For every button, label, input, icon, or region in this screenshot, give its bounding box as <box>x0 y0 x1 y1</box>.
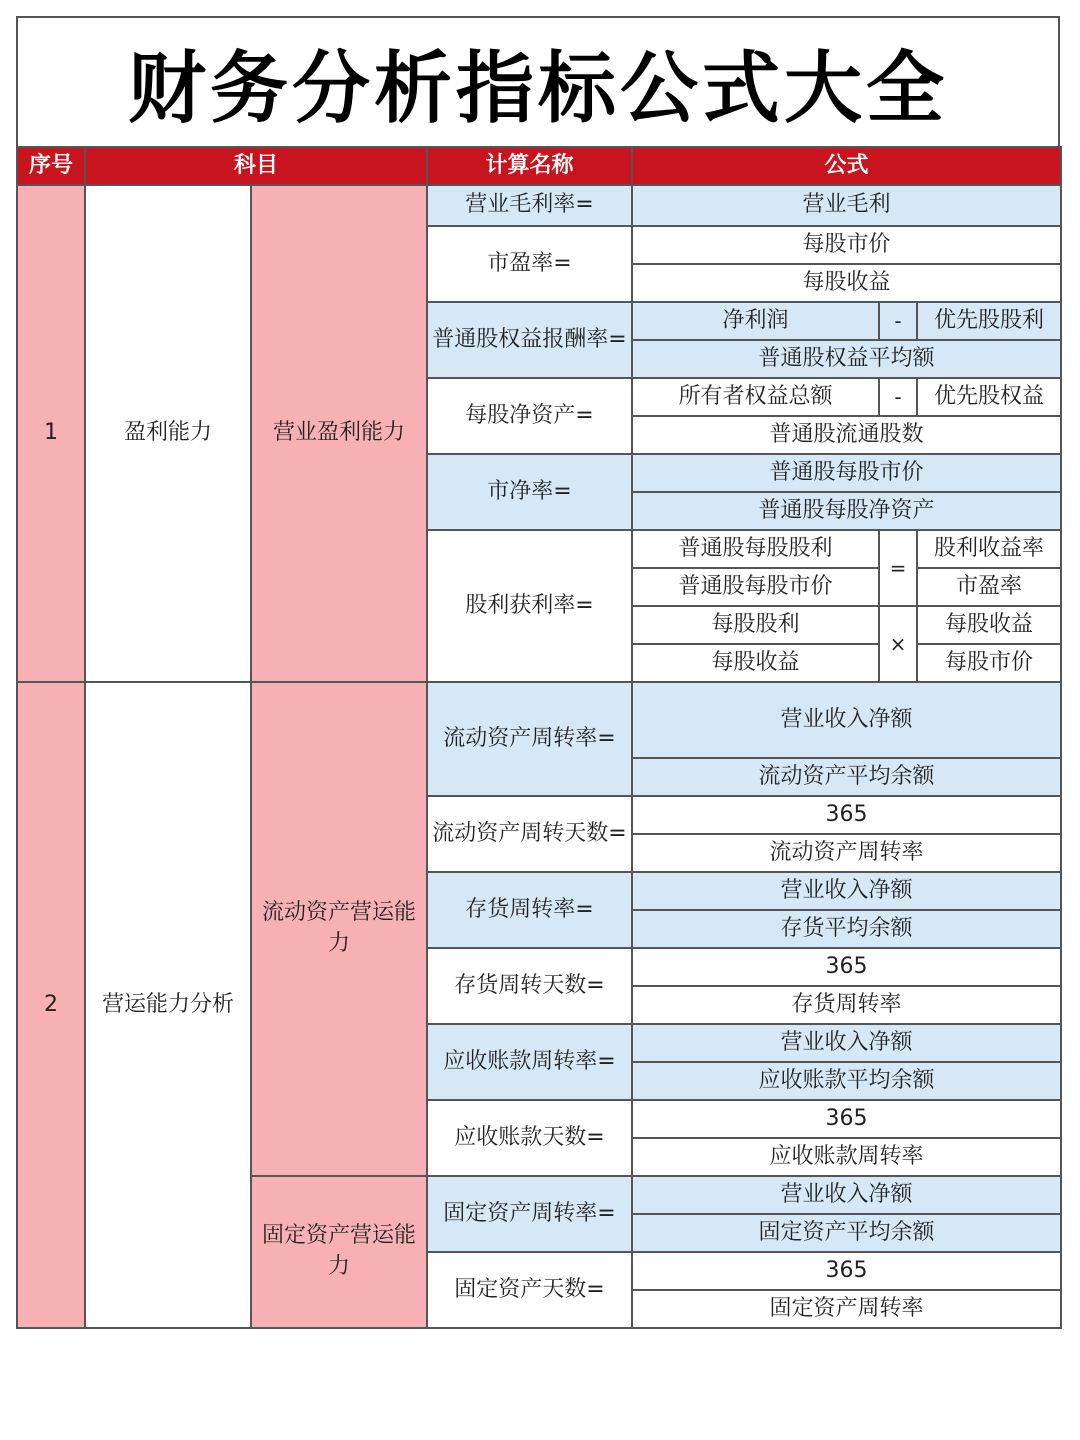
ar-turnover-denominator: 应收账款平均余额 <box>632 1062 1061 1100</box>
dividend-yield-times: × <box>879 606 917 682</box>
dividend-yield-r4: 每股市价 <box>917 644 1061 682</box>
inv-days-name: 存货周转天数= <box>427 948 632 1024</box>
bvps-num-b: 优先股权益 <box>917 378 1061 416</box>
formula-sheet <box>16 16 1060 1329</box>
inv-turnover-denominator: 存货平均余额 <box>632 910 1061 948</box>
ca-days-denominator: 流动资产周转率 <box>632 834 1061 872</box>
dividend-yield-r2: 市盈率 <box>917 568 1061 606</box>
fa-days-denominator: 固定资产周转率 <box>632 1290 1061 1328</box>
dividend-yield-l3: 每股股利 <box>632 606 879 644</box>
pe-numerator: 每股市价 <box>632 226 1061 264</box>
inv-days-denominator: 存货周转率 <box>632 986 1061 1024</box>
pe-denominator: 每股收益 <box>632 264 1061 302</box>
dividend-yield-r3: 每股收益 <box>917 606 1061 644</box>
section-1-category: 营业盈利能力 <box>251 185 427 682</box>
fa-days-numerator: 365 <box>632 1252 1061 1290</box>
pe-name: 市盈率= <box>427 226 632 302</box>
roe-common-num-a: 净利润 <box>632 302 879 340</box>
header-subject: 科目 <box>85 147 427 185</box>
roe-common-name: 普通股权益报酬率= <box>427 302 632 378</box>
bvps-denominator: 普通股流通股数 <box>632 416 1061 454</box>
header-no: 序号 <box>17 147 85 185</box>
section-2-subject: 营运能力分析 <box>85 682 251 1328</box>
section-2-category-b: 固定资产营运能力 <box>251 1176 427 1328</box>
dividend-yield-name: 股利获利率= <box>427 530 632 682</box>
dividend-yield-r1: 股利收益率 <box>917 530 1061 568</box>
pb-numerator: 普通股每股市价 <box>632 454 1061 492</box>
pb-name: 市净率= <box>427 454 632 530</box>
bvps-name: 每股净资产= <box>427 378 632 454</box>
header-calc-name: 计算名称 <box>427 147 632 185</box>
fa-days-name: 固定资产天数= <box>427 1252 632 1328</box>
roe-common-num-b: 优先股股利 <box>917 302 1061 340</box>
section-2-category-a: 流动资产营运能力 <box>251 682 427 1176</box>
dividend-yield-l1: 普通股每股股利 <box>632 530 879 568</box>
ca-days-numerator: 365 <box>632 796 1061 834</box>
pb-denominator: 普通股每股净资产 <box>632 492 1061 530</box>
fa-turnover-numerator: 营业收入净额 <box>632 1176 1061 1214</box>
gross-margin-formula: 营业毛利 <box>632 185 1061 226</box>
section-1-no: 1 <box>17 185 85 682</box>
bvps-num-a: 所有者权益总额 <box>632 378 879 416</box>
dividend-yield-l4: 每股收益 <box>632 644 879 682</box>
ar-days-numerator: 365 <box>632 1100 1061 1138</box>
dividend-yield-eq: = <box>879 530 917 606</box>
roe-common-denominator: 普通股权益平均额 <box>632 340 1061 378</box>
title-banner <box>16 16 1060 146</box>
ca-days-name: 流动资产周转天数= <box>427 796 632 872</box>
inv-turnover-numerator: 营业收入净额 <box>632 872 1061 910</box>
bvps-op: - <box>879 378 917 416</box>
ar-turnover-name: 应收账款周转率= <box>427 1024 632 1100</box>
header-formula: 公式 <box>632 147 1061 185</box>
formula-table <box>16 146 1062 1329</box>
ar-days-name: 应收账款天数= <box>427 1100 632 1176</box>
fa-turnover-denominator: 固定资产平均余额 <box>632 1214 1061 1252</box>
inv-days-numerator: 365 <box>632 948 1061 986</box>
ca-turnover-denominator: 流动资产平均余额 <box>632 758 1061 796</box>
inv-turnover-name: 存货周转率= <box>427 872 632 948</box>
table-row <box>17 682 1061 758</box>
table-header-row <box>17 147 1061 185</box>
ar-days-denominator: 应收账款周转率 <box>632 1138 1061 1176</box>
table-row <box>17 185 1061 226</box>
section-2-no: 2 <box>17 682 85 1328</box>
fa-turnover-name: 固定资产周转率= <box>427 1176 632 1252</box>
gross-margin-name: 营业毛利率= <box>427 185 632 226</box>
roe-common-op: - <box>879 302 917 340</box>
ca-turnover-name: 流动资产周转率= <box>427 682 632 796</box>
ca-turnover-numerator: 营业收入净额 <box>632 682 1061 758</box>
page-title: 财务分析指标公式大全 <box>127 44 948 134</box>
section-1-subject: 盈利能力 <box>85 185 251 682</box>
dividend-yield-l2: 普通股每股市价 <box>632 568 879 606</box>
ar-turnover-numerator: 营业收入净额 <box>632 1024 1061 1062</box>
